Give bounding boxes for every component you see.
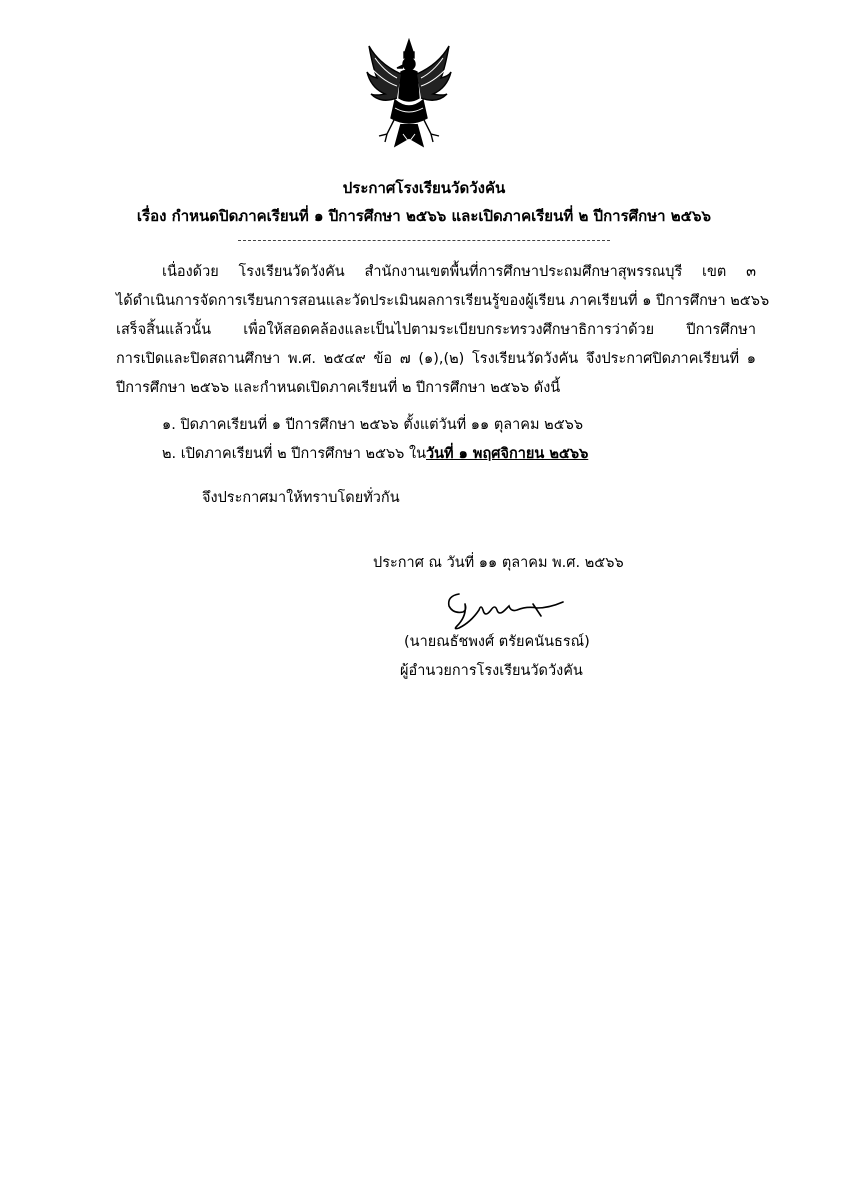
announcement-title: ประกาศโรงเรียนวัดวังคัน: [342, 179, 506, 197]
body-line-4: การเปิดและปิดสถานศึกษา พ.ศ. ๒๕๔๙ ข้อ ๗ (๑),(๒) โรงเรียนวัดวังคัน จึงประกาศปิดภาคเรียนที่ ๑: [116, 351, 756, 367]
garuda-emblem-icon: [365, 38, 453, 150]
list-item-open-term: [162, 444, 588, 464]
body-line-1: เนื่องด้วย โรงเรียนวัดวังคัน สำนักงานเขตพื้นที่การศึกษาประถมศึกษาสุพรรณบุรี เขต ๓: [162, 264, 756, 280]
title-divider: [238, 240, 610, 241]
body-line-2: ได้ดำเนินการจัดการเรียนการสอนและวัดประเมินผลการเรียนรู้ของผู้เรียน ภาคเรียนที่ ๑ ปีการศึกษา ๒๕๖๖: [116, 293, 770, 309]
list-item-close-term: ๑. ปิดภาคเรียนที่ ๑ ปีการศึกษา ๒๕๖๖ ตั้งแต่วันที่ ๑๑ ตุลาคม ๒๕๖๖: [162, 417, 584, 433]
signatory-position: ผู้อำนวยการโรงเรียนวัดวังคัน: [400, 663, 583, 679]
list-item-open-term-text: ๒. เปิดภาคเรียนที่ ๒ ปีการศึกษา ๒๕๖๖ ใน: [162, 446, 426, 462]
open-date-emphasis: วันที่ ๑ พฤศจิกายน ๒๕๖๖: [426, 446, 589, 462]
body-line-3: เสร็จสิ้นแล้วนั้น เพื่อให้สอดคล้องและเป็นไปตามระเบียบกระทรวงศึกษาธิการว่าด้วย ปีการศึกษา: [116, 322, 756, 338]
announcement-subject: เรื่อง กำหนดปิดภาคเรียนที่ ๑ ปีการศึกษา ๒๕๖๖ และเปิดภาคเรียนที่ ๒ ปีการศึกษา ๒๕๖๖: [136, 207, 712, 225]
closing-statement: จึงประกาศมาให้ทราบโดยทั่วกัน: [202, 490, 400, 506]
announcement-date: ประกาศ ณ วันที่ ๑๑ ตุลาคม พ.ศ. ๒๕๖๖: [373, 555, 624, 571]
body-line-5: ปีการศึกษา ๒๕๖๖ และกำหนดเปิดภาคเรียนที่ ๒ ปีการศึกษา ๒๕๖๖ ดังนี้: [116, 380, 561, 396]
signature-image: [437, 586, 567, 632]
signatory-name: (นายณธัชพงศ์ ตรัยคนันธรณ์): [404, 634, 590, 650]
